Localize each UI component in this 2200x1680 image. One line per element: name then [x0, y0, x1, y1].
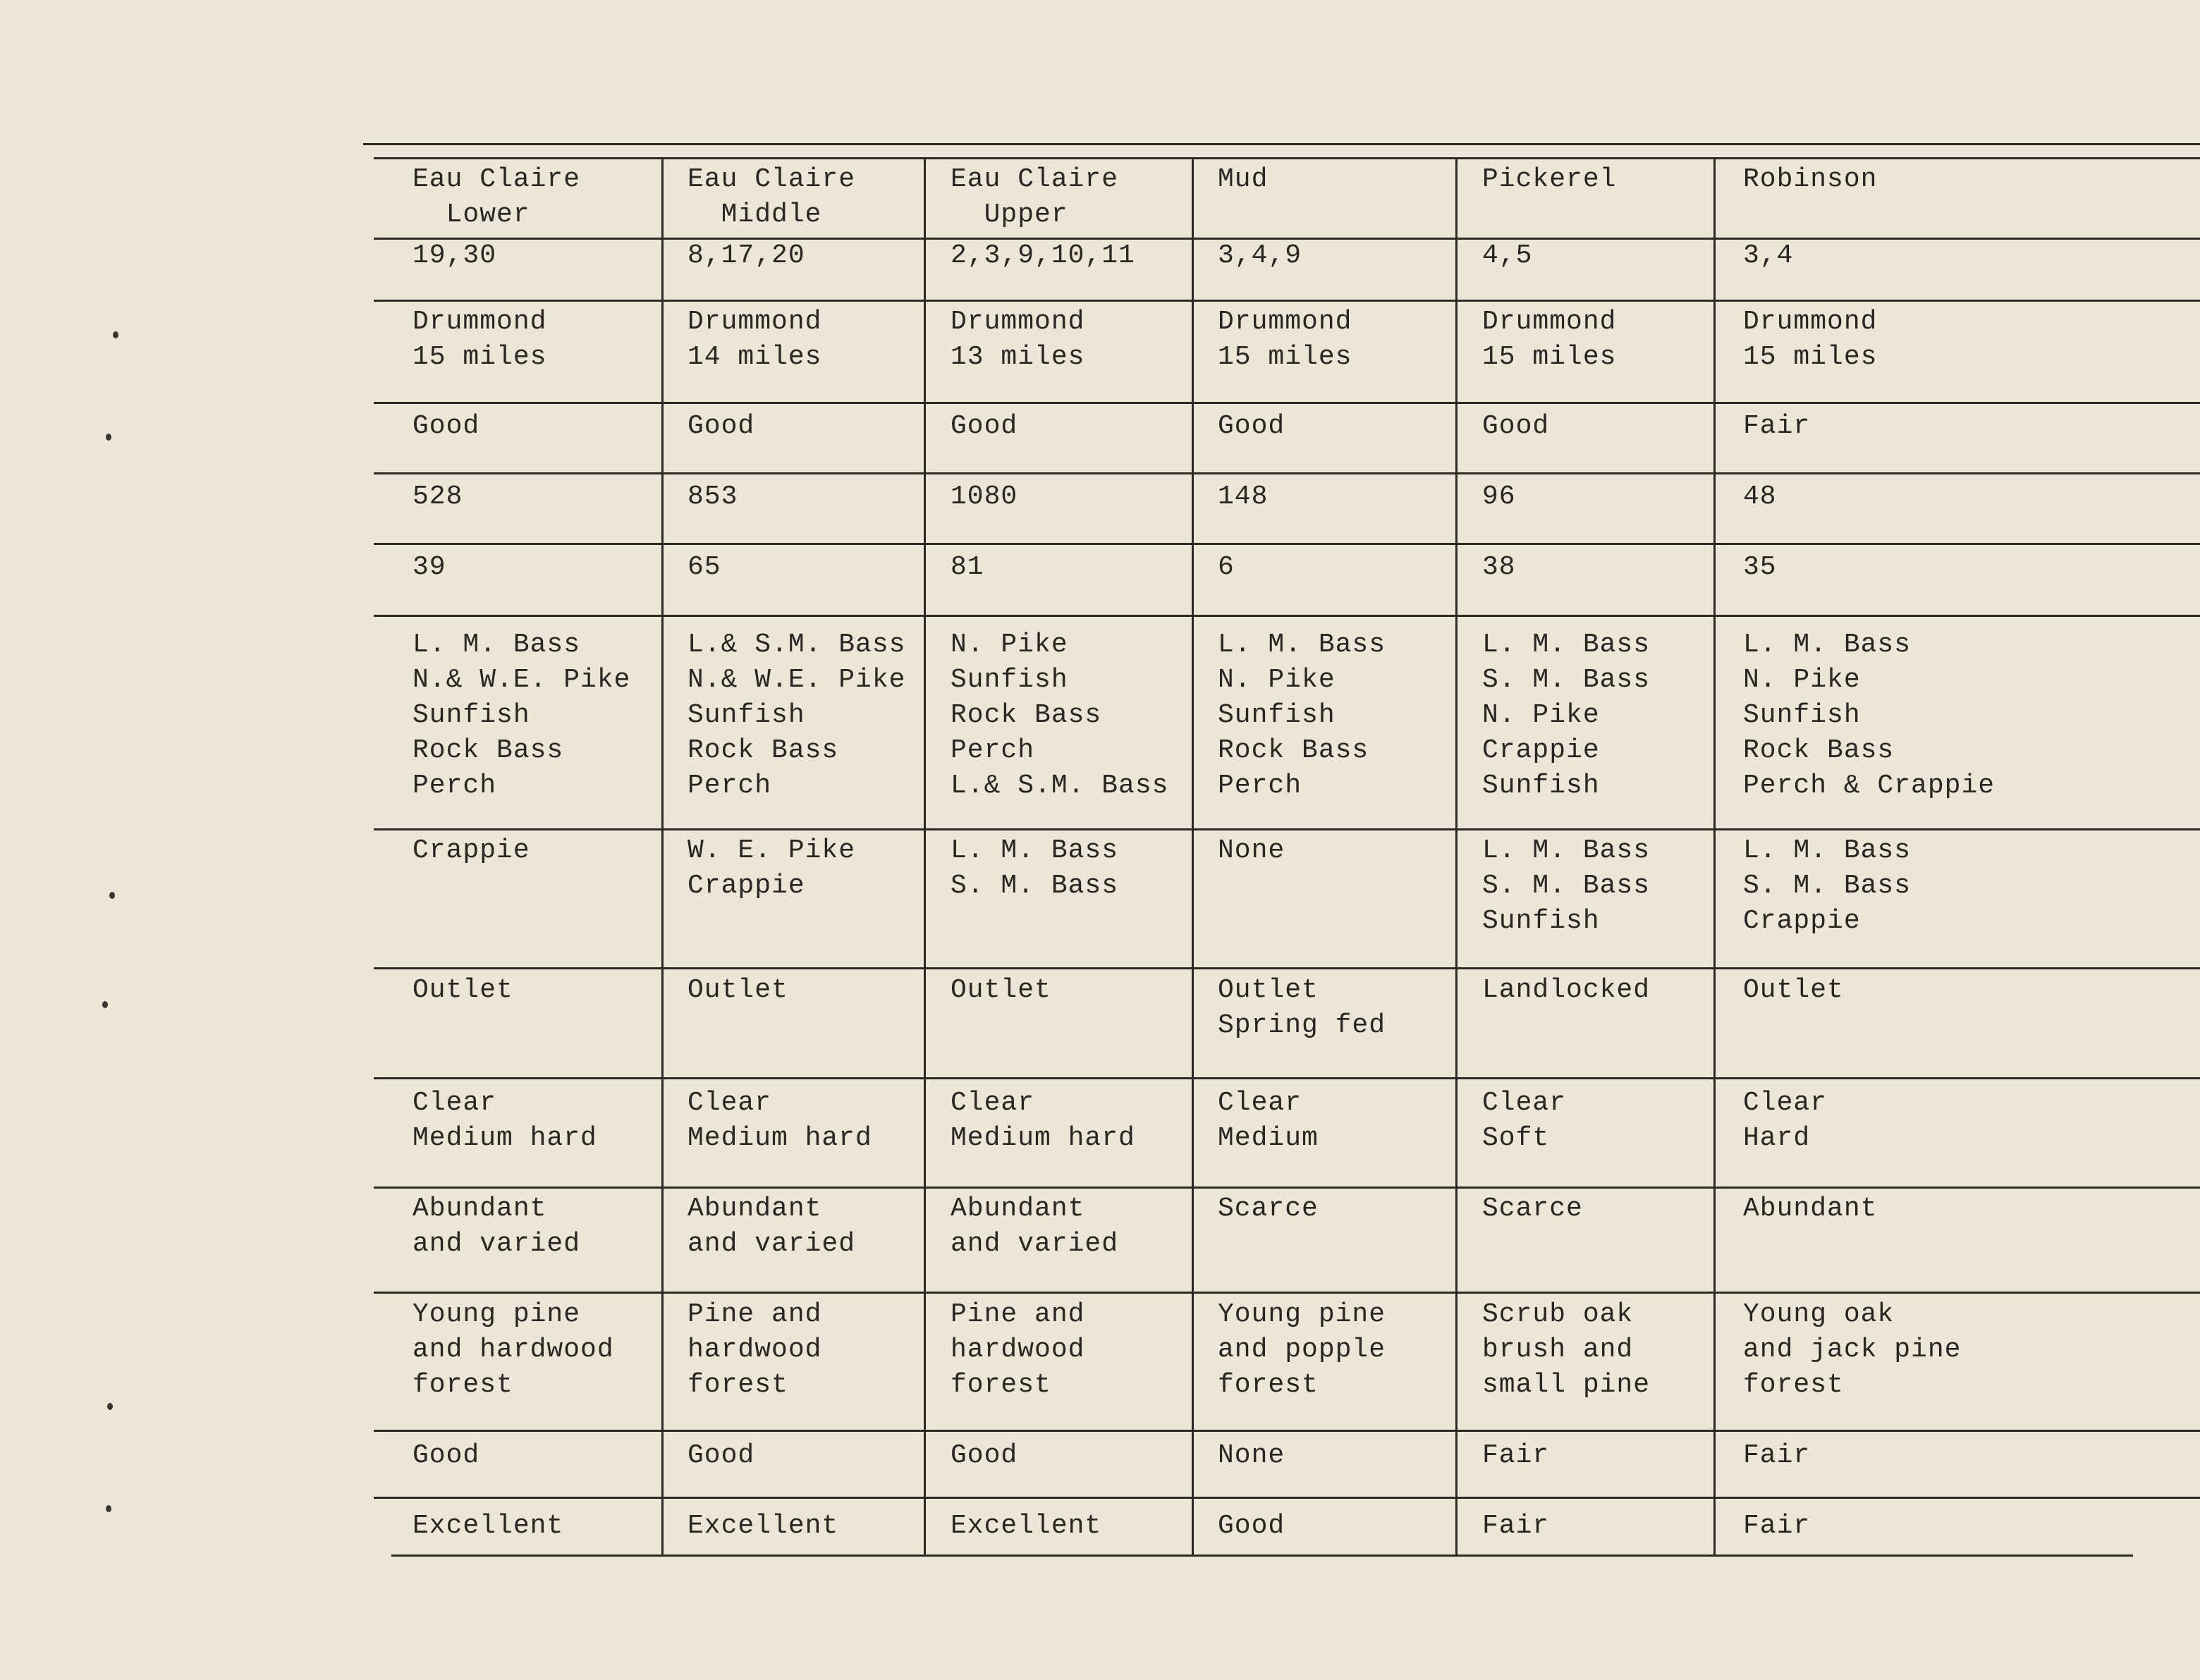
table-cell-road-condition — [951, 409, 1018, 444]
table-cell-distance — [412, 305, 546, 375]
table-cell-fish-species — [688, 627, 905, 804]
cell-line: Outlet — [951, 975, 1051, 1005]
cell-line: Crappie — [1743, 906, 1861, 936]
table-cell-road-condition — [688, 409, 754, 444]
cell-line: and popple — [1218, 1335, 1386, 1365]
cell-line: Spring fed — [1218, 1010, 1386, 1041]
cell-line: S. M. Bass — [1482, 871, 1651, 901]
table-cell-depth — [688, 550, 721, 585]
table-column-rule — [924, 159, 926, 1555]
table-cell-vegetation — [1743, 1191, 1877, 1227]
cell-line: 3,4,9 — [1218, 240, 1302, 271]
table-column-rule — [1713, 159, 1716, 1555]
cell-line: Crappie — [688, 871, 805, 901]
table-cell-road-condition — [1743, 409, 1810, 444]
cell-line: Upper — [951, 200, 1068, 230]
cell-line: Sunfish — [1743, 700, 1861, 730]
cell-line: Good — [688, 1440, 755, 1471]
cell-line: N. Pike — [1218, 665, 1336, 695]
scan-speck — [113, 331, 118, 338]
table-cell-depth — [1743, 550, 1777, 585]
cell-line: hardwood — [688, 1335, 822, 1365]
cell-line: Perch — [1218, 771, 1302, 801]
table-cell-access — [412, 1438, 479, 1473]
cell-line: Abundant — [412, 1194, 547, 1224]
cell-line: S. M. Bass — [1482, 665, 1651, 695]
cell-line: forest — [951, 1370, 1051, 1400]
table-cell-water — [951, 1086, 1135, 1156]
table-cell-rating — [688, 1509, 838, 1544]
table-cell-distance — [951, 305, 1084, 375]
table-cell-access — [1743, 1438, 1810, 1473]
cell-line: 14 miles — [688, 342, 822, 372]
table-cell-access — [1218, 1438, 1285, 1473]
cell-line: Scarce — [1482, 1194, 1583, 1224]
table-cell-fish-species — [1482, 627, 1650, 804]
cell-line: None — [1218, 835, 1285, 866]
cell-line: Soft — [1482, 1123, 1550, 1153]
table-cell-acreage — [688, 479, 738, 515]
table-cell-road-condition — [1482, 409, 1549, 444]
table-cell-lake-name — [1218, 162, 1268, 197]
table-cell-road-condition — [412, 409, 479, 444]
cell-line: 48 — [1743, 482, 1777, 512]
cell-line: Fair — [1743, 411, 1811, 441]
cell-line: Rock Bass — [951, 700, 1102, 730]
cell-line: Fair — [1743, 1511, 1811, 1541]
cell-line: Good — [412, 411, 480, 441]
cell-line: Rock Bass — [1218, 735, 1369, 766]
cell-line: N.& W.E. Pike — [688, 665, 906, 695]
cell-line: Sunfish — [1218, 700, 1336, 730]
table-cell-water — [1218, 1086, 1319, 1156]
scan-speck — [106, 1505, 111, 1512]
table-cell-road-condition — [1218, 409, 1285, 444]
table-cell-rating — [412, 1509, 563, 1544]
cell-line: 15 miles — [1482, 342, 1617, 372]
table-cell-shore-cover — [1743, 1297, 1961, 1403]
cell-line: and varied — [412, 1229, 581, 1259]
cell-line: L. M. Bass — [951, 835, 1119, 866]
cell-line: Good — [951, 1440, 1018, 1471]
table-row-rule — [374, 1497, 2200, 1499]
cell-line: Perch — [412, 771, 497, 801]
cell-line: Young oak — [1743, 1299, 1895, 1330]
cell-line: Good — [1218, 411, 1285, 441]
table-row-rule — [374, 402, 2200, 404]
table-row-rule — [374, 1077, 2200, 1079]
cell-line: forest — [1743, 1370, 1844, 1400]
table-cell-stocked-fish — [1482, 833, 1650, 939]
cell-line: Perch — [951, 735, 1035, 766]
table-cell-distance — [1743, 305, 1877, 375]
cell-line: Eau Claire — [688, 164, 856, 195]
cell-line: 2,3,9,10,11 — [951, 240, 1135, 271]
table-cell-rating — [1743, 1509, 1810, 1544]
table-cell-shore-cover — [412, 1297, 614, 1403]
cell-line: Excellent — [951, 1511, 1102, 1541]
cell-line: Landlocked — [1482, 975, 1651, 1005]
table-cell-acreage — [1743, 479, 1777, 515]
table-cell-depth — [412, 550, 446, 585]
cell-line: 81 — [951, 552, 984, 582]
cell-line: L. M. Bass — [1482, 835, 1651, 866]
table-cell-shore-cover — [1218, 1297, 1386, 1403]
cell-line: Young pine — [1218, 1299, 1386, 1330]
cell-line: Rock Bass — [688, 735, 839, 766]
table-cell-rating — [951, 1509, 1101, 1544]
table-cell-rating — [1218, 1509, 1285, 1544]
cell-line: W. E. Pike — [688, 835, 856, 866]
table-cell-lake-name — [1482, 162, 1616, 197]
table-cell-vegetation — [688, 1191, 855, 1262]
cell-line: Scarce — [1218, 1194, 1319, 1224]
cell-line: Eau Claire — [951, 164, 1119, 195]
cell-line: Drummond — [1743, 307, 1878, 337]
table-cell-water — [688, 1086, 872, 1156]
table-cell-lake-name — [688, 162, 855, 233]
cell-line: Perch — [688, 771, 772, 801]
table-cell-distance — [1482, 305, 1616, 375]
cell-line: L.& S.M. Bass — [951, 771, 1169, 801]
cell-line: Eau Claire — [412, 164, 581, 195]
table-cell-stocked-fish — [1218, 833, 1285, 869]
cell-line: L. M. Bass — [1482, 630, 1651, 660]
cell-line: Good — [688, 411, 755, 441]
cell-line: 528 — [412, 482, 463, 512]
cell-line: Abundant — [688, 1194, 822, 1224]
cell-line: 15 miles — [1218, 342, 1352, 372]
cell-line: Perch & Crappie — [1743, 771, 1996, 801]
cell-line: Excellent — [688, 1511, 839, 1541]
table-cell-water — [412, 1086, 597, 1156]
table-row-rule — [374, 615, 2200, 617]
table-cell-vegetation — [1218, 1191, 1319, 1227]
table-cell-fish-species — [412, 627, 630, 804]
cell-line: Sunfish — [412, 700, 530, 730]
cell-line: Abundant — [951, 1194, 1085, 1224]
cell-line: brush and — [1482, 1335, 1634, 1365]
table-cell-sections — [1743, 238, 1793, 274]
cell-line: 96 — [1482, 482, 1516, 512]
table-cell-shore-cover — [1482, 1297, 1650, 1403]
cell-line: Scrub oak — [1482, 1299, 1634, 1330]
scan-speck — [102, 1001, 108, 1008]
cell-line: 4,5 — [1482, 240, 1533, 271]
table-cell-sections — [1218, 238, 1302, 274]
cell-line: L. M. Bass — [1743, 630, 1912, 660]
cell-line: L. M. Bass — [1218, 630, 1386, 660]
table-cell-stocked-fish — [1743, 833, 1911, 939]
cell-line: Rock Bass — [1743, 735, 1895, 766]
cell-line: 1080 — [951, 482, 1018, 512]
cell-line: Clear — [1218, 1088, 1302, 1118]
table-row-rule — [374, 1292, 2200, 1294]
cell-line: S. M. Bass — [1743, 871, 1912, 901]
cell-line: Outlet — [1743, 975, 1844, 1005]
cell-line: Drummond — [1218, 307, 1352, 337]
cell-line: Sunfish — [951, 665, 1068, 695]
table-column-rule — [1455, 159, 1458, 1555]
cell-line: Fair — [1482, 1511, 1550, 1541]
table-cell-vegetation — [1482, 1191, 1583, 1227]
cell-line: 39 — [412, 552, 446, 582]
cell-line: Clear — [1482, 1088, 1567, 1118]
table-cell-drainage — [1482, 973, 1650, 1008]
table-cell-sections — [951, 238, 1135, 274]
table-cell-fish-species — [951, 627, 1168, 804]
table-cell-access — [951, 1438, 1018, 1473]
cell-line: Crappie — [1482, 735, 1600, 766]
table-cell-access — [1482, 1438, 1549, 1473]
cell-line: Good — [412, 1440, 480, 1471]
cell-line: Medium hard — [688, 1123, 872, 1153]
table-row-rule — [374, 1187, 2200, 1189]
table-column-rule — [1192, 159, 1194, 1555]
cell-line: Fair — [1743, 1440, 1811, 1471]
scan-speck — [109, 892, 115, 899]
table-bottom-rule — [391, 1555, 2133, 1557]
cell-line: Sunfish — [1482, 771, 1600, 801]
table-cell-stocked-fish — [688, 833, 855, 904]
table-cell-acreage — [1482, 479, 1516, 515]
cell-line: Pine and — [688, 1299, 822, 1330]
table-cell-depth — [1482, 550, 1516, 585]
cell-line: 38 — [1482, 552, 1516, 582]
table-cell-drainage — [951, 973, 1051, 1008]
table-cell-drainage — [1218, 973, 1386, 1043]
cell-line: Clear — [1743, 1088, 1828, 1118]
cell-line: N. Pike — [951, 630, 1068, 660]
cell-line: 8,17,20 — [688, 240, 805, 271]
table-top-rule — [363, 143, 2200, 145]
cell-line: 6 — [1218, 552, 1235, 582]
table-cell-stocked-fish — [951, 833, 1118, 904]
cell-line: forest — [1218, 1370, 1319, 1400]
cell-line: Middle — [688, 200, 822, 230]
cell-line: Sunfish — [688, 700, 805, 730]
table-cell-vegetation — [951, 1191, 1118, 1262]
table-cell-lake-name — [1743, 162, 1877, 197]
cell-line: 15 miles — [1743, 342, 1878, 372]
cell-line: 19,30 — [412, 240, 497, 271]
cell-line: Good — [1218, 1511, 1285, 1541]
cell-line: 853 — [688, 482, 738, 512]
cell-line: Drummond — [688, 307, 822, 337]
cell-line: Crappie — [412, 835, 530, 866]
table-cell-drainage — [688, 973, 788, 1008]
cell-line: Robinson — [1743, 164, 1878, 195]
table-cell-vegetation — [412, 1191, 580, 1262]
cell-line: 65 — [688, 552, 721, 582]
cell-line: Outlet — [688, 975, 788, 1005]
cell-line: Pickerel — [1482, 164, 1617, 195]
cell-line: S. M. Bass — [951, 871, 1119, 901]
table-cell-distance — [688, 305, 821, 375]
cell-line: Sunfish — [1482, 906, 1600, 936]
cell-line: L. M. Bass — [412, 630, 581, 660]
cell-line: and varied — [688, 1229, 856, 1259]
table-cell-fish-species — [1218, 627, 1386, 804]
cell-line: and varied — [951, 1229, 1119, 1259]
cell-line: Abundant — [1743, 1194, 1878, 1224]
table-row-rule — [374, 967, 2200, 969]
cell-line: Outlet — [412, 975, 513, 1005]
cell-line: Outlet — [1218, 975, 1319, 1005]
cell-line: N. Pike — [1482, 700, 1600, 730]
cell-line: Drummond — [412, 307, 547, 337]
cell-line: hardwood — [951, 1335, 1085, 1365]
cell-line: Young pine — [412, 1299, 581, 1330]
cell-line: forest — [412, 1370, 513, 1400]
table-cell-distance — [1218, 305, 1352, 375]
cell-line: and jack pine — [1743, 1335, 1962, 1365]
cell-line: 15 miles — [412, 342, 547, 372]
cell-line: Good — [951, 411, 1018, 441]
table-cell-shore-cover — [688, 1297, 821, 1403]
cell-line: 35 — [1743, 552, 1777, 582]
table-cell-sections — [688, 238, 805, 274]
table-row-rule — [374, 543, 2200, 545]
table-cell-acreage — [412, 479, 463, 515]
cell-line: Good — [1482, 411, 1550, 441]
table-cell-shore-cover — [951, 1297, 1084, 1403]
table-cell-fish-species — [1743, 627, 1995, 804]
table-cell-depth — [951, 550, 984, 585]
cell-line: Clear — [688, 1088, 772, 1118]
table-row-rule — [374, 472, 2200, 474]
cell-line: Drummond — [951, 307, 1085, 337]
cell-line: forest — [688, 1370, 788, 1400]
cell-line: None — [1218, 1440, 1285, 1471]
cell-line: N.& W.E. Pike — [412, 665, 631, 695]
cell-line: 148 — [1218, 482, 1269, 512]
table-cell-acreage — [1218, 479, 1268, 515]
table-cell-drainage — [412, 973, 513, 1008]
table-row-rule — [374, 157, 2200, 159]
table-cell-access — [688, 1438, 754, 1473]
table-cell-sections — [1482, 238, 1532, 274]
table-cell-water — [1482, 1086, 1566, 1156]
table-row-rule — [374, 1430, 2200, 1432]
cell-line: Fair — [1482, 1440, 1550, 1471]
cell-line: small pine — [1482, 1370, 1651, 1400]
table-cell-lake-name — [412, 162, 580, 233]
table-cell-sections — [412, 238, 496, 274]
scan-speck — [106, 434, 111, 441]
table-cell-rating — [1482, 1509, 1549, 1544]
table-cell-depth — [1218, 550, 1235, 585]
cell-line: 13 miles — [951, 342, 1085, 372]
cell-line: L.& S.M. Bass — [688, 630, 906, 660]
cell-line: Excellent — [412, 1511, 564, 1541]
cell-line: L. M. Bass — [1743, 835, 1912, 866]
table-cell-stocked-fish — [412, 833, 530, 869]
table-cell-lake-name — [951, 162, 1118, 233]
cell-line: Lower — [412, 200, 530, 230]
cell-line: 3,4 — [1743, 240, 1794, 271]
table-column-rule — [661, 159, 664, 1555]
cell-line: Drummond — [1482, 307, 1617, 337]
cell-line: Medium — [1218, 1123, 1319, 1153]
cell-line: Pine and — [951, 1299, 1085, 1330]
cell-line: Clear — [412, 1088, 497, 1118]
table-row-rule — [374, 300, 2200, 302]
cell-line: and hardwood — [412, 1335, 614, 1365]
scan-speck — [107, 1403, 113, 1410]
cell-line: Mud — [1218, 164, 1269, 195]
table-cell-drainage — [1743, 973, 1844, 1008]
table-cell-acreage — [951, 479, 1018, 515]
table-cell-water — [1743, 1086, 1827, 1156]
cell-line: Hard — [1743, 1123, 1811, 1153]
cell-line: N. Pike — [1743, 665, 1861, 695]
cell-line: Rock Bass — [412, 735, 564, 766]
cell-line: Medium hard — [412, 1123, 597, 1153]
cell-line: Medium hard — [951, 1123, 1135, 1153]
table-row-rule — [374, 828, 2200, 830]
cell-line: Clear — [951, 1088, 1035, 1118]
